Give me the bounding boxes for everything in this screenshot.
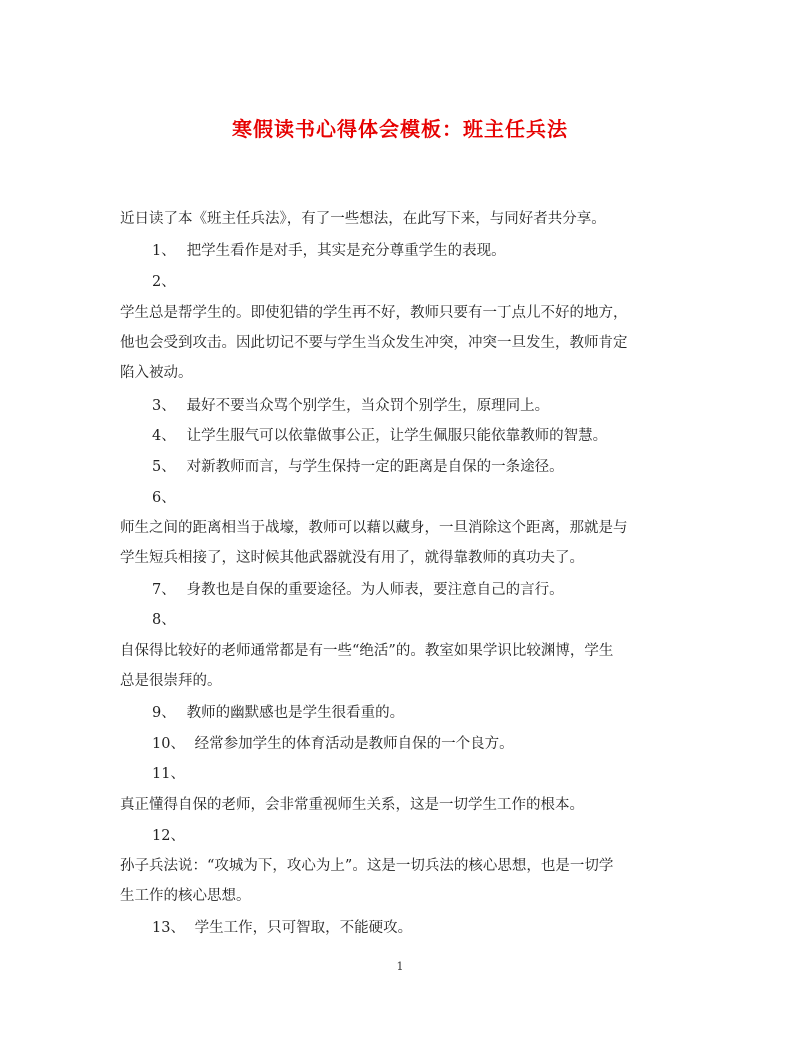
list-item-3	[152, 396, 722, 416]
list-item-4	[152, 426, 722, 446]
document-title: 寒假读书心得体会模板：班主任兵法	[232, 117, 568, 141]
list-item-2	[152, 272, 722, 292]
list-item-number: 2、	[152, 274, 176, 290]
paragraph-line: 自保得比较好的老师通常都是有一些“绝活”的。教室如果学识比较渊博，学生	[120, 643, 614, 659]
list-item-11	[152, 764, 722, 784]
paragraph-line: 孙子兵法说：“攻城为下，攻心为上”。这是一切兵法的核心思想，也是一切学	[120, 858, 614, 874]
paragraph-line: 师生之间的距离相当于战壕，教师可以藉以藏身，一旦消除这个距离，那就是与	[120, 520, 628, 536]
list-item-number: 1、	[152, 243, 176, 259]
list-item-1	[152, 241, 722, 261]
list-item-6	[152, 488, 722, 508]
paragraph-line: 学生短兵相接了，这时候其他武器就没有用了，就得靠教师的真功夫了。	[120, 550, 584, 566]
list-item-number: 10、	[152, 736, 185, 752]
list-item-13	[152, 918, 722, 938]
paragraph-line: 生工作的核心思想。	[120, 888, 251, 904]
list-item-text: 最好不要当众骂个别学生，当众罚个别学生，原理同上。	[186, 398, 550, 414]
page-number: 1	[396, 960, 404, 973]
list-item-text: 学生工作，只可智取，不能硬攻。	[194, 920, 413, 936]
list-item-text: 让学生服气可以依靠做事公正，让学生佩服只能依靠教师的智慧。	[186, 428, 608, 444]
list-item-number: 6、	[152, 490, 176, 506]
list-item-10	[152, 734, 722, 754]
paragraph-line: 学生总是帮学生的。即使犯错的学生再不好，教师只要有一丁点儿不好的地方，	[120, 305, 628, 321]
list-item-number: 12、	[152, 828, 185, 844]
paragraph-line: 总是很崇拜的。	[120, 673, 222, 689]
list-item-text: 身教也是自保的重要途径。为人师表，要注意自己的言行。	[186, 582, 564, 598]
list-item-number: 13、	[152, 920, 185, 936]
list-item-8	[152, 610, 722, 630]
paragraph-line: 陷入被动。	[120, 365, 193, 381]
list-item-number: 8、	[152, 612, 176, 628]
list-item-number: 3、	[152, 398, 176, 414]
list-item-9	[152, 703, 722, 723]
list-item-number: 7、	[152, 582, 176, 598]
list-item-text: 经常参加学生的体育活动是教师自保的一个良方。	[194, 736, 514, 752]
list-item-5	[152, 457, 722, 477]
list-item-text: 教师的幽默感也是学生很看重的。	[186, 705, 405, 721]
list-item-number: 4、	[152, 428, 176, 444]
paragraph-line: 他也会受到攻击。因此切记不要与学生当众发生冲突，冲突一旦发生，教师肯定	[120, 335, 628, 351]
intro-paragraph: 近日读了本《班主任兵法》，有了一些想法，在此写下来，与同好者共分享。	[120, 211, 606, 227]
list-item-7	[152, 580, 722, 600]
list-item-number: 9、	[152, 705, 176, 721]
list-item-number: 11、	[152, 766, 185, 782]
list-item-text: 对新教师而言，与学生保持一定的距离是自保的一条途径。	[186, 459, 564, 475]
list-item-number: 5、	[152, 459, 176, 475]
list-item-text: 把学生看作是对手，其实是充分尊重学生的表现。	[186, 243, 506, 259]
list-item-12	[152, 826, 722, 846]
paragraph-line: 真正懂得自保的老师，会非常重视师生关系，这是一切学生工作的根本。	[120, 797, 584, 813]
